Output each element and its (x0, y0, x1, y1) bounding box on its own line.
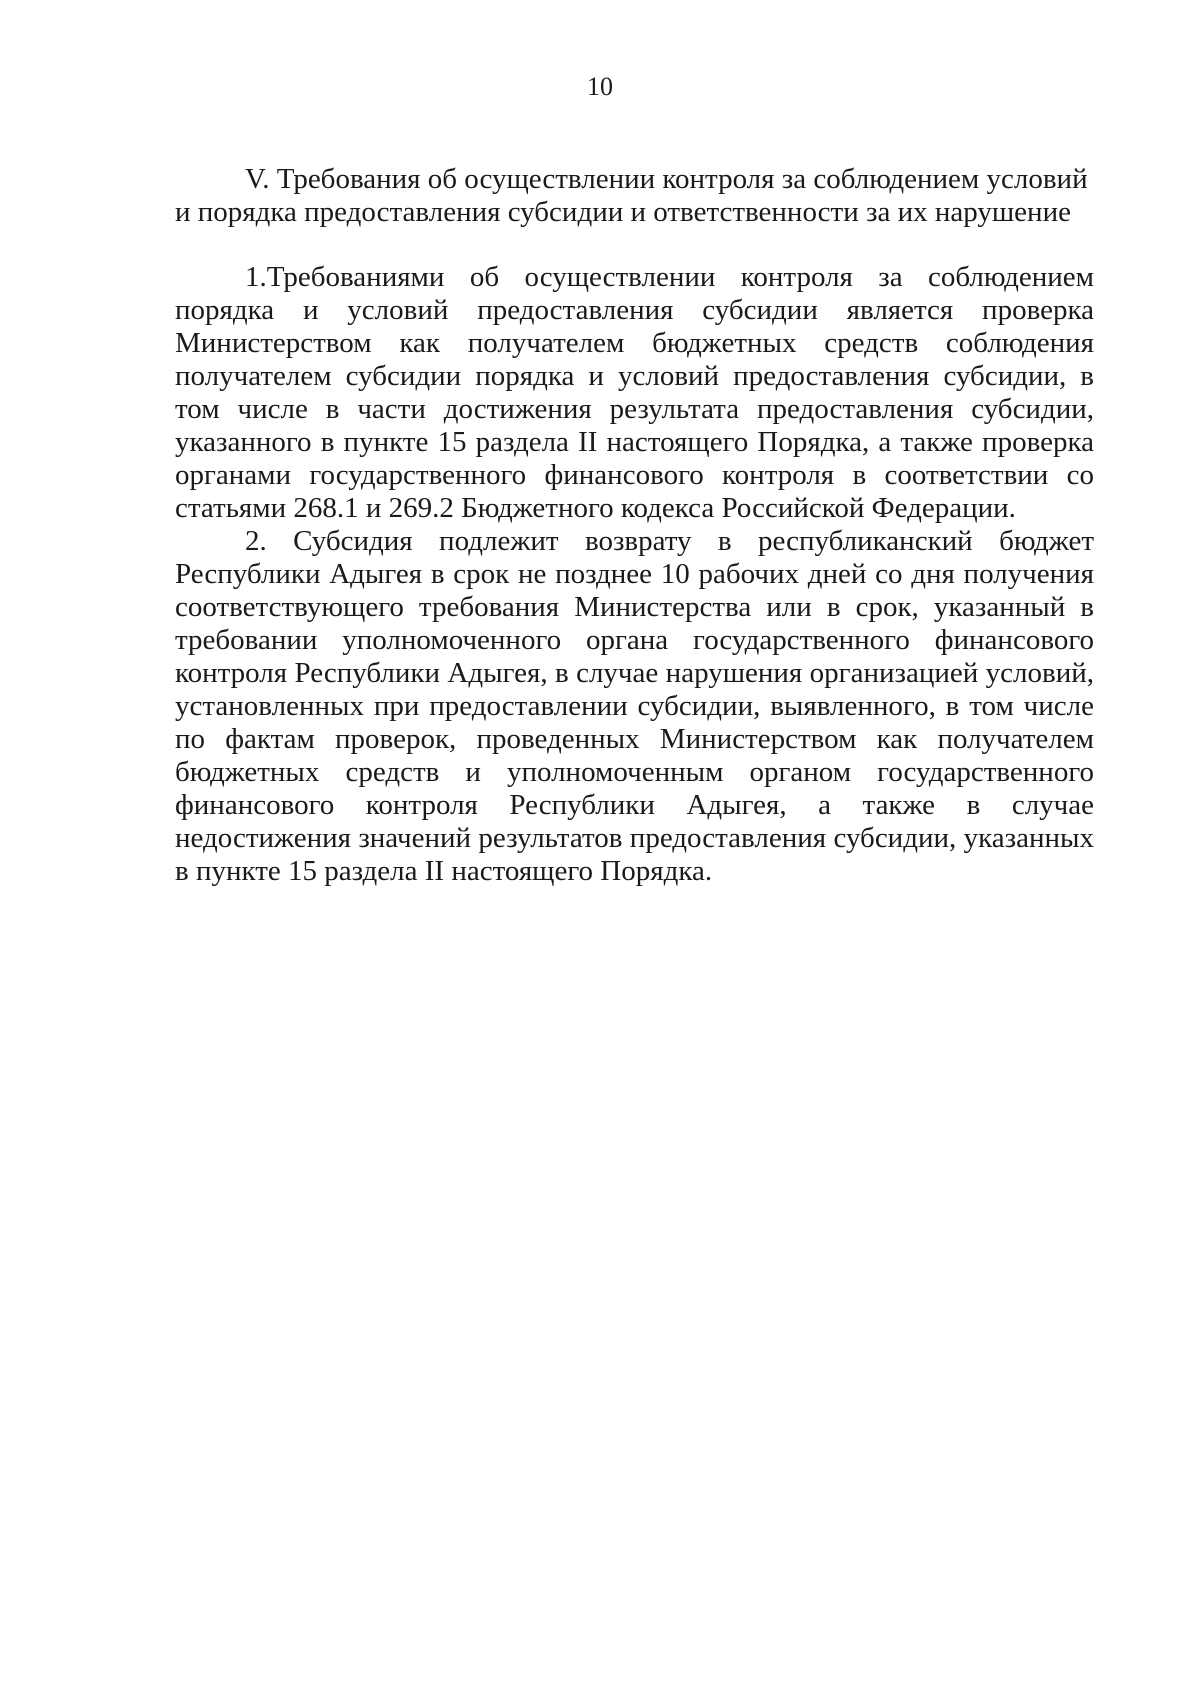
paragraph-1: 1.Требованиями об осуществлении контроля за соблюдением порядка и условий предоставления субсидии является проверка Министерством как получателем бюджетных средств соблюдения получателем субсидии порядка и условий предоставления субсидии, в том числе в части достижения результата предоставления субсидии, указанного в пункте 15 раздела II настоящего Порядка, а также проверка органами государственного финансового контроля в соответствии со статьями 268.1 и 269.2 Бюджетного кодекса Российской Федерации. (175, 261, 1094, 524)
paragraph-2: 2. Субсидия подлежит возврату в республиканский бюджет Республики Адыгея в срок не позднее 10 рабочих дней со дня получения соответствующего требования Министерства или в срок, указанный в требовании уполномоченного органа государственного финансового контроля Республики Адыгея, в случае нарушения организацией условий, установленных при предоставлении субсидии, выявленного, в том числе по фактам проверок, проведенных Министерством как получателем бюджетных средств и уполномоченным органом государственного финансового контроля Республики Адыгея, а также в случае недостижения значений результатов предоставления субсидии, указанных в пункте 15 раздела II настоящего Порядка. (175, 525, 1094, 887)
section-title-line-2: и порядка предоставления субсидии и ответственности за их нарушение (175, 196, 1071, 228)
section-title (175, 163, 1094, 229)
section-title-line-1: V. Требования об осуществлении контроля за соблюдением условий (245, 163, 1088, 195)
document-body (175, 163, 1094, 888)
page-number: 10 (587, 72, 613, 101)
